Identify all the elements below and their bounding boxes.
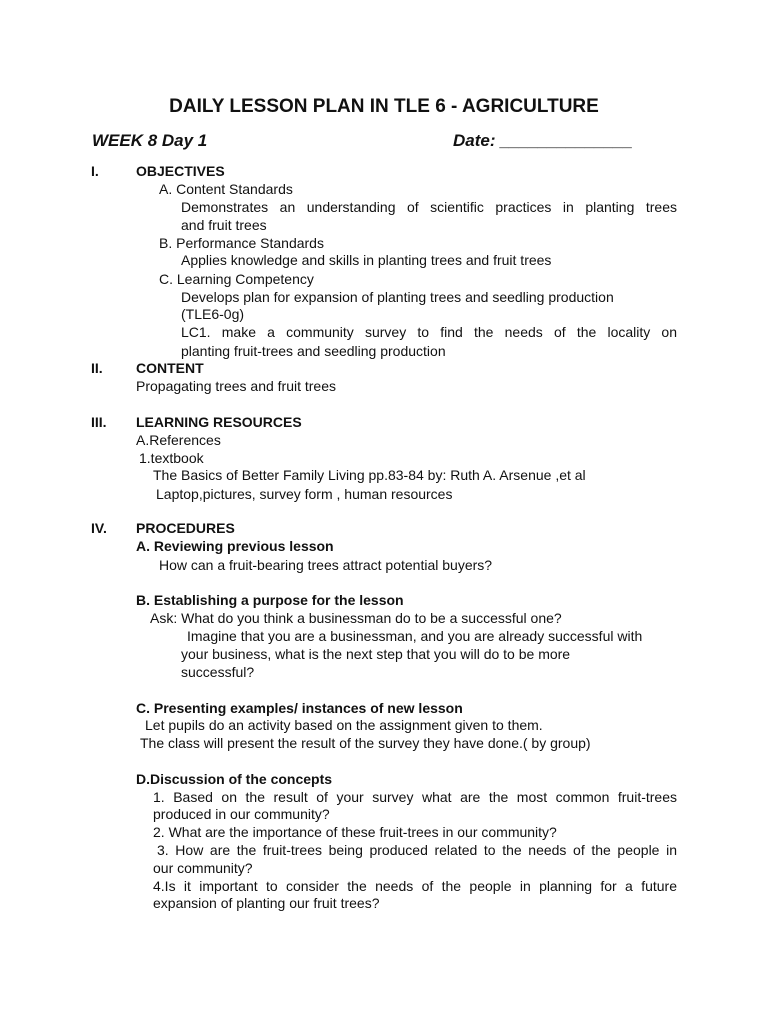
procedures-numeral: IV.: [91, 520, 107, 536]
learning-competency-lc1-line2: planting fruit-trees and seedling production: [181, 343, 446, 359]
week-day-label: WEEK 8 Day 1: [92, 131, 208, 150]
references-label: A.References: [136, 432, 221, 448]
textbook-label: 1.textbook: [139, 450, 204, 466]
presenting-examples-line1: Let pupils do an activity based on the assignment given to them.: [145, 717, 543, 733]
purpose-text-line1: Imagine that you are a businessman, and you are already successful with: [187, 628, 643, 644]
purpose-ask: Ask: What do you think a businessman do to be a successful one?: [150, 610, 562, 626]
purpose-heading: B. Establishing a purpose for the lesson: [136, 592, 404, 608]
discussion-q4-line2: expansion of planting our fruit trees?: [153, 895, 380, 911]
discussion-q1-line2: produced in our community?: [153, 806, 330, 822]
reviewing-lesson-heading: A. Reviewing previous lesson: [136, 538, 334, 554]
content-text: Propagating trees and fruit trees: [136, 378, 337, 394]
discussion-q3-line2: our community?: [153, 860, 253, 876]
presenting-examples-heading: C. Presenting examples/ instances of new lesson: [136, 700, 463, 716]
resources-heading: LEARNING RESOURCES: [136, 414, 302, 430]
learning-competency-heading: C. Learning Competency: [159, 271, 314, 287]
discussion-q3-line1: 3. How are the fruit-trees being produced related to the needs of the people in: [157, 842, 677, 858]
performance-standards-heading: B. Performance Standards: [159, 235, 324, 251]
content-numeral: II.: [91, 360, 103, 376]
objectives-heading: OBJECTIVES: [136, 163, 225, 179]
document-title: DAILY LESSON PLAN IN TLE 6 - AGRICULTURE: [169, 96, 599, 117]
learning-competency-code: (TLE6-0g): [181, 306, 245, 322]
content-heading: CONTENT: [136, 360, 204, 376]
discussion-heading: D.Discussion of the concepts: [136, 771, 333, 787]
performance-standards-text: Applies knowledge and skills in planting trees and fruit trees: [181, 252, 552, 268]
resources-numeral: III.: [91, 414, 107, 430]
purpose-text-line2: your business, what is the next step that you will do to be more: [181, 646, 571, 662]
discussion-q4-line1: 4.Is it important to consider the needs of the people in planning for a future: [153, 878, 677, 894]
presenting-examples-line2: The class will present the result of the survey they have done.( by group): [140, 735, 591, 751]
discussion-q1-line1: 1. Based on the result of your survey what are the most common fruit-trees: [153, 789, 677, 805]
content-standards-text-line1: Demonstrates an understanding of scientific practices in planting trees: [181, 199, 677, 215]
textbook-citation: The Basics of Better Family Living pp.83-84 by: Ruth A. Arsenue ,et al: [153, 467, 586, 483]
content-standards-text-line2: and fruit trees: [181, 217, 267, 233]
purpose-text-line3: successful?: [181, 664, 255, 680]
content-standards-heading: A. Content Standards: [159, 181, 293, 197]
other-materials: Laptop,pictures, survey form , human resources: [156, 486, 453, 502]
objectives-numeral: I.: [91, 163, 99, 179]
procedures-heading: PROCEDURES: [136, 520, 235, 536]
reviewing-lesson-question: How can a fruit-bearing trees attract potential buyers?: [159, 557, 493, 573]
date-field-label: Date: ______________: [453, 131, 633, 150]
discussion-q2: 2. What are the importance of these fruit-trees in our community?: [153, 824, 557, 840]
learning-competency-lc1-line1: LC1. make a community survey to find the needs of the locality on: [181, 324, 677, 340]
learning-competency-text-line1: Develops plan for expansion of planting trees and seedling production: [181, 289, 614, 305]
